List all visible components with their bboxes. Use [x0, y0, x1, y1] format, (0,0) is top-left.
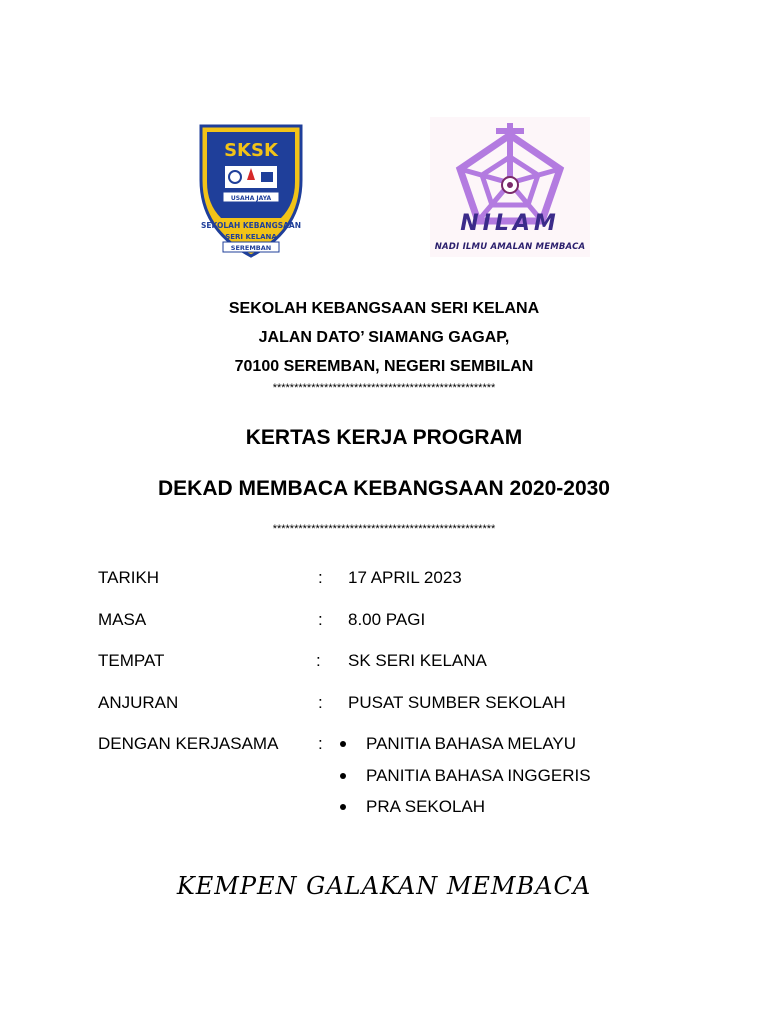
school-header: [0, 294, 768, 395]
detail-colon: :: [316, 651, 321, 670]
school-name: SEKOLAH KEBANGSAAN SERI KELANA: [228, 300, 540, 317]
detail-row-anjuran: [98, 688, 658, 730]
bullet-icon: [340, 773, 346, 779]
list-item: [340, 797, 591, 829]
detail-value: PUSAT SUMBER SEKOLAH: [348, 692, 566, 712]
school-logo: [195, 120, 307, 260]
school-ribbon-text: SEKOLAH KEBANGSAAN: [200, 221, 302, 230]
detail-label: MASA: [98, 609, 147, 629]
nilam-caption: NADI ILMU AMALAN MEMBACA: [434, 242, 586, 252]
list-item-text: PANITIA BAHASA MELAYU: [366, 734, 577, 753]
detail-label: ANJURAN: [98, 692, 179, 712]
nilam-wordmark: NILAM: [460, 211, 560, 236]
address-line-1: JALAN DATO’ SIAMANG GAGAP,: [258, 329, 510, 346]
program-title: DEKAD MEMBACA KEBANGSAAN 2020-2030: [158, 477, 610, 500]
school-scroll-text: SERI KELANA: [225, 233, 277, 241]
partner-list: [340, 734, 591, 829]
detail-row-masa: [98, 605, 658, 647]
document-title: KERTAS KERJA PROGRAM: [245, 426, 523, 449]
detail-colon: :: [318, 692, 323, 712]
list-item: [340, 766, 591, 798]
program-details: [98, 563, 658, 816]
detail-row-kerjasama: [98, 729, 658, 816]
detail-label: DENGAN KERJASAMA: [98, 734, 279, 753]
detail-label: TARIKH: [98, 568, 160, 587]
title-divider: ****************************************************: [272, 523, 496, 535]
address-line-2: 70100 SEREMBAN, NEGERI SEMBILAN: [234, 358, 534, 375]
detail-label: TEMPAT: [98, 651, 165, 670]
campaign-slogan: KEMPEN GALAKAN MEMBACA: [176, 872, 592, 900]
detail-row-tempat: [98, 646, 658, 688]
bullet-icon: [340, 804, 346, 810]
detail-value: SK SERI KELANA: [348, 651, 487, 670]
nilam-logo: [430, 117, 590, 257]
detail-value: 8.00 PAGI: [348, 609, 426, 629]
detail-colon: :: [318, 568, 323, 587]
detail-value: 17 APRIL 2023: [348, 568, 462, 587]
school-town-text: SEREMBAN: [230, 244, 272, 252]
list-item-text: PANITIA BAHASA INGGERIS: [366, 765, 591, 785]
header-divider: ****************************************************: [272, 382, 496, 394]
list-item: [340, 734, 591, 766]
school-badge-letters: SKSK: [224, 140, 278, 161]
detail-colon: :: [318, 609, 323, 629]
list-item-text: PRA SEKOLAH: [366, 797, 486, 816]
detail-row-tarikh: [98, 563, 658, 605]
school-motto: USAHA JAYA: [230, 195, 272, 202]
detail-colon: :: [318, 734, 323, 753]
bullet-icon: [340, 741, 346, 747]
